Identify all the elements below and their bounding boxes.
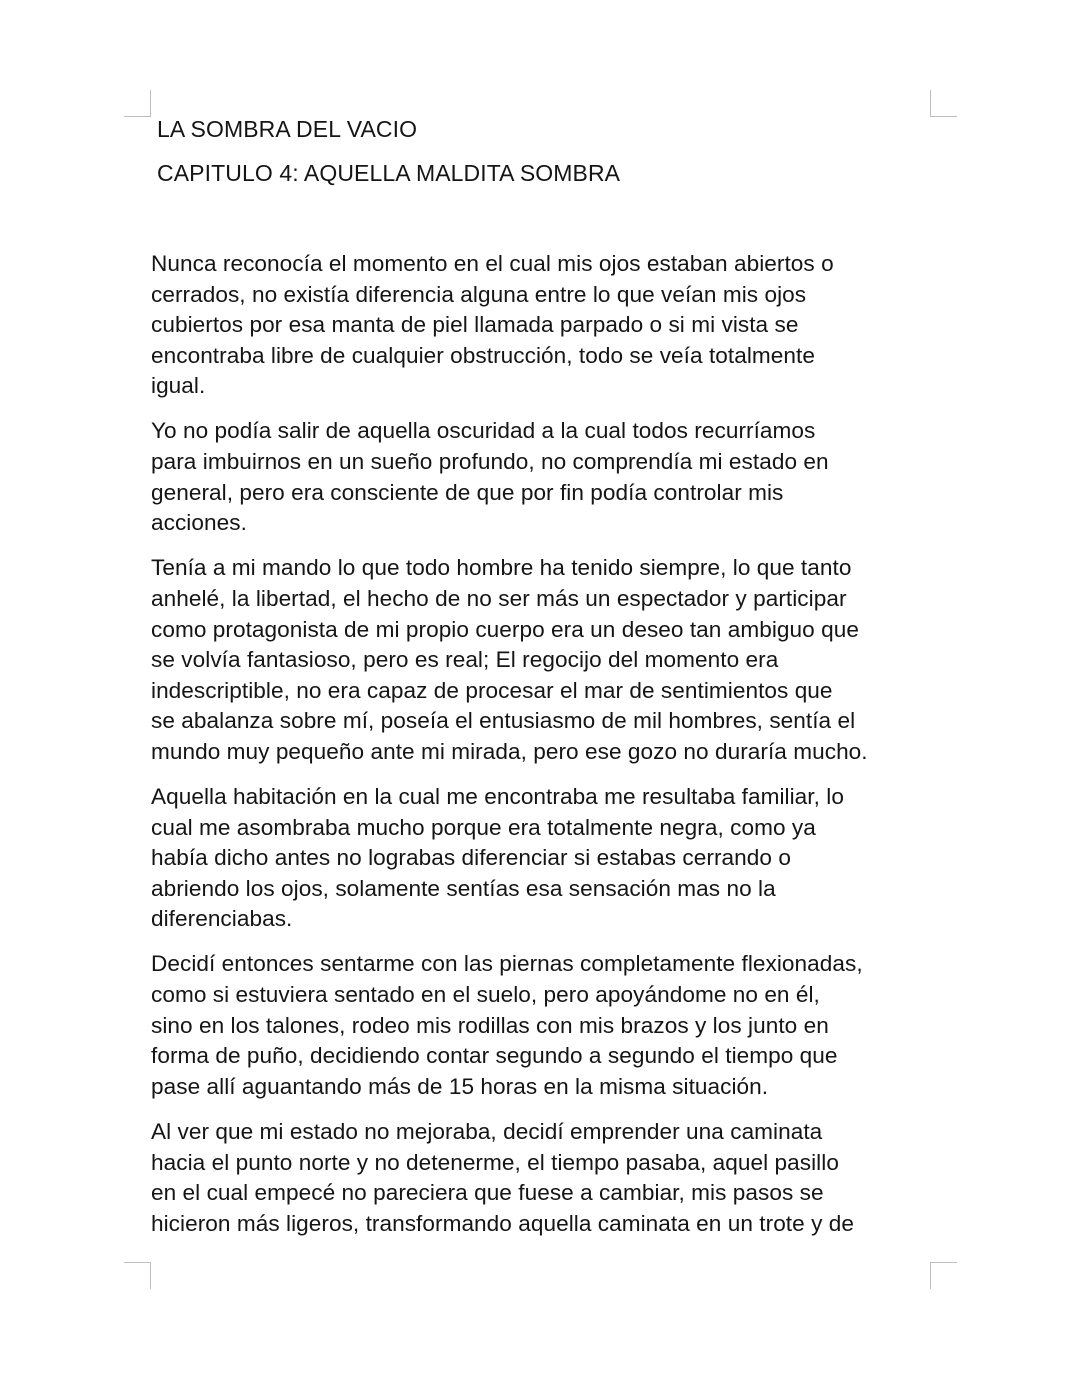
text-line: había dicho antes no lograbas diferenciar si estabas cerrando o bbox=[151, 845, 791, 871]
text-line: para imbuirnos en un sueño profundo, no comprendía mi estado en bbox=[151, 449, 829, 475]
text-line: Yo no podía salir de aquella oscuridad a la cual todos recurríamos bbox=[151, 418, 816, 444]
text-line: encontraba libre de cualquier obstrucción, todo se veía totalmente bbox=[151, 342, 815, 368]
paragraph bbox=[151, 249, 951, 402]
crop-mark-bottom-right bbox=[930, 1262, 957, 1289]
body-text bbox=[151, 249, 951, 1254]
text-line: anhelé, la libertad, el hecho de no ser más un espectador y participar bbox=[151, 585, 847, 611]
paragraph bbox=[151, 1117, 951, 1239]
book-title: LA SOMBRA DEL VACIO bbox=[157, 116, 418, 142]
text-line: mundo muy pequeño ante mi mirada, pero ese gozo no duraría mucho. bbox=[151, 738, 868, 764]
text-line: pase allí aguantando más de 15 horas en la misma situación. bbox=[151, 1073, 769, 1099]
text-line: Decidí entonces sentarme con las piernas completamente flexionadas, bbox=[151, 951, 863, 977]
text-line: sino en los talones, rodeo mis rodillas con mis brazos y los junto en bbox=[151, 1012, 829, 1038]
text-line: Nunca reconocía el momento en el cual mis ojos estaban abiertos o bbox=[151, 251, 834, 276]
text-line: acciones. bbox=[151, 510, 247, 536]
paragraph bbox=[151, 782, 951, 935]
text-line: como protagonista de mi propio cuerpo era un deseo tan ambiguo que bbox=[151, 616, 859, 642]
text-line: se volvía fantasioso, pero es real; El regocijo del momento era bbox=[151, 647, 779, 673]
text-line: hicieron más ligeros, transformando aquella caminata en un trote y de bbox=[151, 1210, 854, 1236]
text-line: cual me asombraba mucho porque era totalmente negra, como ya bbox=[151, 814, 816, 840]
text-line: igual. bbox=[151, 373, 206, 399]
crop-mark-bottom-left bbox=[124, 1262, 151, 1289]
text-line: como si estuviera sentado en el suelo, pero apoyándome no en él, bbox=[151, 982, 820, 1008]
text-line: Aquella habitación en la cual me encontraba me resultaba familiar, lo bbox=[151, 784, 844, 809]
text-line: cubiertos por esa manta de piel llamada parpado o si mi vista se bbox=[151, 312, 799, 338]
text-line: abriendo los ojos, solamente sentías esa sensación mas no la bbox=[151, 875, 776, 901]
chapter-title: CAPITULO 4: AQUELLA MALDITA SOMBRA bbox=[157, 160, 621, 186]
paragraph bbox=[151, 416, 951, 538]
text-line: forma de puño, decidiendo contar segundo a segundo el tiempo que bbox=[151, 1043, 838, 1069]
text-line: Tenía a mi mando lo que todo hombre ha tenido siempre, lo que tanto bbox=[151, 555, 852, 581]
text-line: diferenciabas. bbox=[151, 906, 293, 932]
paragraph bbox=[151, 553, 951, 767]
text-line: cerrados, no existía diferencia alguna entre lo que veían mis ojos bbox=[151, 281, 807, 307]
crop-mark-top-left bbox=[124, 90, 151, 117]
paragraph bbox=[151, 949, 951, 1102]
text-line: general, pero era consciente de que por fin podía controlar mis bbox=[151, 479, 784, 505]
text-line: Al ver que mi estado no mejoraba, decidí emprender una caminata bbox=[151, 1118, 823, 1144]
text-line: en el cual empecé no pareciera que fuese a cambiar, mis pasos se bbox=[151, 1180, 824, 1206]
text-line: indescriptible, no era capaz de procesar el mar de sentimientos que bbox=[151, 677, 833, 703]
text-line: se abalanza sobre mí, poseía el entusiasmo de mil hombres, sentía el bbox=[151, 708, 856, 734]
text-line: hacia el punto norte y no detenerme, el tiempo pasaba, aquel pasillo bbox=[151, 1149, 839, 1175]
crop-mark-top-right bbox=[930, 90, 957, 117]
